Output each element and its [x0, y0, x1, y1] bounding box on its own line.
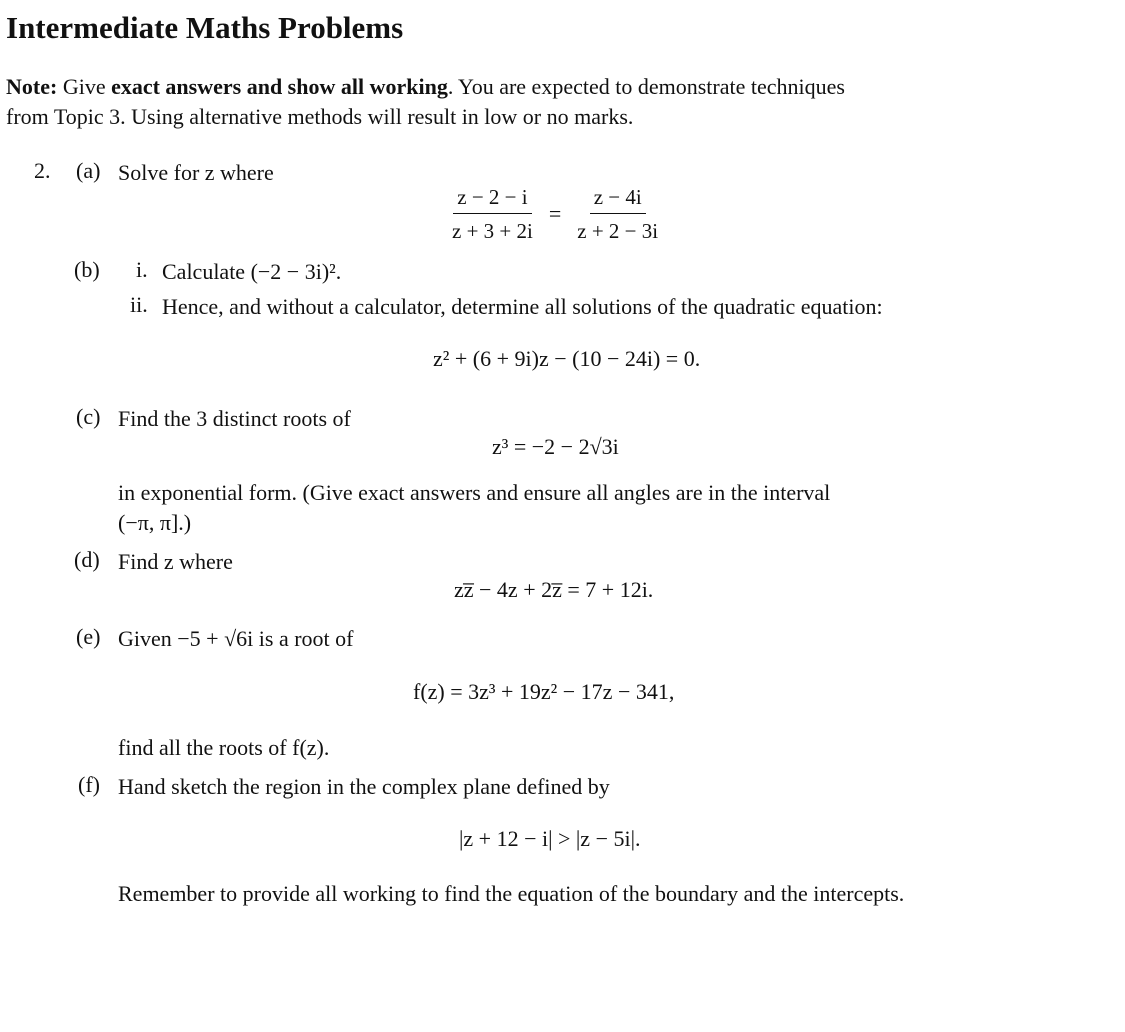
note-line-2: from Topic 3. Using alternative methods will result in low or no marks. — [6, 104, 634, 129]
part-c-label: (c) — [76, 404, 101, 429]
part-f-text: Hand sketch the region in the complex plane defined by — [118, 774, 610, 799]
part-c-after-line-2: (−π, π].) — [118, 510, 192, 535]
part-c-equation: z³ = −2 − 2√3i — [492, 434, 619, 459]
part-d-equation: zz̅ − 4z + 2z̅ = 7 + 12i. — [454, 577, 654, 602]
part-a-label: (a) — [76, 158, 101, 183]
part-f-equation: |z + 12 − i| > |z − 5i|. — [459, 826, 641, 851]
part-e-after: find all the roots of f(z). — [118, 735, 330, 760]
part-b-i-text: Calculate (−2 − 3i)². — [162, 259, 342, 284]
part-e-label: (e) — [76, 624, 101, 649]
part-d-label: (d) — [74, 547, 100, 572]
part-a-lhs-fraction — [448, 184, 537, 244]
part-b-label: (b) — [74, 257, 100, 282]
part-b-ii-label: ii. — [130, 292, 148, 317]
part-b-i-label: i. — [136, 257, 148, 282]
part-a-lhs-denominator: z + 3 + 2i — [452, 219, 533, 243]
part-c-text: Find the 3 distinct roots of — [118, 406, 351, 431]
part-c-after-line-1: in exponential form. (Give exact answers and ensure all angles are in the interval — [118, 480, 831, 505]
part-f-label: (f) — [78, 772, 100, 797]
part-a-lhs-numerator: z − 2 − i — [453, 184, 531, 214]
part-b-equation: z² + (6 + 9i)z − (10 − 24i) = 0. — [433, 346, 701, 371]
note-prefix: Note: — [6, 74, 58, 99]
page-title: Intermediate Maths Problems — [6, 10, 404, 45]
part-a-rhs-denominator: z + 2 − 3i — [577, 219, 659, 243]
part-e-text: Given −5 + √6i is a root of — [118, 626, 354, 651]
part-a-text: Solve for z where — [118, 160, 274, 185]
part-a-equals: = — [548, 201, 562, 226]
part-a-rhs-fraction — [573, 184, 662, 244]
question-number: 2. — [34, 158, 51, 183]
note-bold: exact answers and show all working — [111, 74, 448, 99]
note-line-1 — [6, 72, 845, 102]
part-f-after: Remember to provide all working to find the equation of the boundary and the intercepts. — [118, 881, 905, 906]
part-a-equation — [448, 184, 662, 244]
part-e-equation: f(z) = 3z³ + 19z² − 17z − 341, — [413, 679, 675, 704]
note-text-1: Give — [57, 74, 112, 99]
part-b-ii-text: Hence, and without a calculator, determine all solutions of the quadratic equation: — [162, 294, 883, 319]
part-a-rhs-numerator: z − 4i — [590, 184, 646, 214]
part-d-text: Find z where — [118, 549, 233, 574]
note-text-2: . You are expected to demonstrate techniques — [447, 74, 845, 99]
